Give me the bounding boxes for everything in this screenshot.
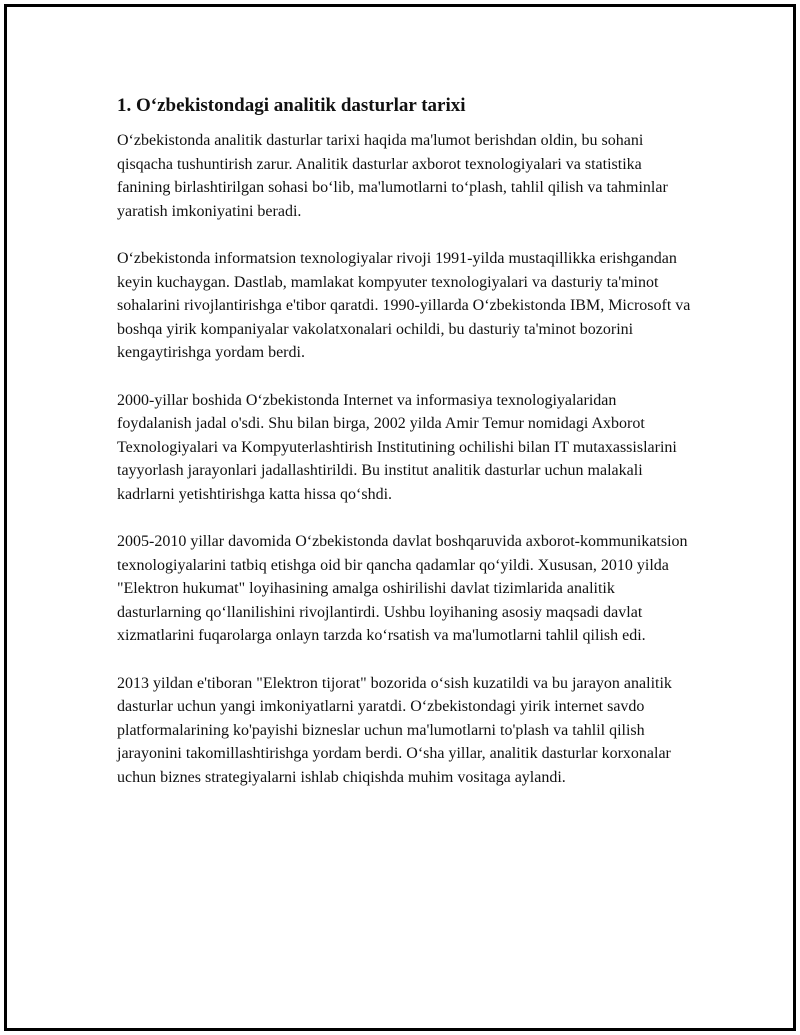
- paragraph-4: 2005-2010 yillar davomida O‘zbekistonda davlat boshqaruvida axborot-kommunikatsion texnologiyalarini tatbiq etishga oid bir qancha qadamlar qo‘yildi. Xususan, 2010 yilda "Elektron hukumat" loyihasining amalga oshirilishi davlat tizimlarida analitik dasturlarning qo‘llanilishini rivojlantirdi. Ushbu loyihaning asosiy maqsadi davlat xizmatlarini fuqarolarga onlayn tarzda ko‘rsatish va ma'lumotlarni tahlil qilish edi.: [117, 533, 688, 645]
- document-body: [117, 94, 692, 813]
- paragraph-1: O‘zbekistonda analitik dasturlar tarixi haqida ma'lumot berishdan oldin, bu sohani qisqacha tushuntirish zarur. Analitik dasturlar axborot texnologiyalari va statistika fanining birlashtirilgan sohasi bo‘lib, ma'lumotlarni to‘plash, tahlil qilish va tahminlar yaratish imkoniyatini beradi.: [117, 132, 668, 220]
- paragraph-5: 2013 yildan e'tiboran "Elektron tijorat" bozorida o‘sish kuzatildi va bu jarayon analitik dasturlar uchun yangi imkoniyatlarni yaratdi. O‘zbekistondagi yirik internet savdo platformalarining ko'payishi bizneslar uchun ma'lumotlarni to'plash va tahlil qilish jarayonini takomillashtirishga yordam berdi. O‘sha yillar, analitik dasturlar korxonalar uchun biznes strategiyalarni ishlab chiqishda muhim vositaga aylandi.: [117, 674, 672, 787]
- section-heading: 1. O‘zbekistondagi analitik dasturlar tarixi: [117, 95, 466, 116]
- paragraph-2: O‘zbekistonda informatsion texnologiyalar rivoji 1991-yilda mustaqillikka erishgandan keyin kuchaygan. Dastlab, mamlakat kompyuter texnologiyalari va dasturiy ta'minot sohalarini rivojlantirishga e'tibor qaratdi. 1990-yillarda O‘zbekistonda IBM, Microsoft va boshqa yirik kompaniyalar vakolatxonalari ochildi, bu dasturiy ta'minot bozorini kengaytirishga yordam berdi.: [117, 249, 691, 362]
- paragraph-3: 2000-yillar boshida O‘zbekistonda Internet va informasiya texnologiyalaridan foydalanish jadal o'sdi. Shu bilan birga, 2002 yilda Amir Temur nomidagi Axborot Texnologiyalari va Kompyuterlashtirish Institutining ochilishi bilan IT mutaxassislarini tayyorlash jarayonlari jadallashtirildi. Bu institut analitik dasturlar uchun malakali kadrlarni yetishtirishga katta hissa qo‘shdi.: [117, 391, 677, 503]
